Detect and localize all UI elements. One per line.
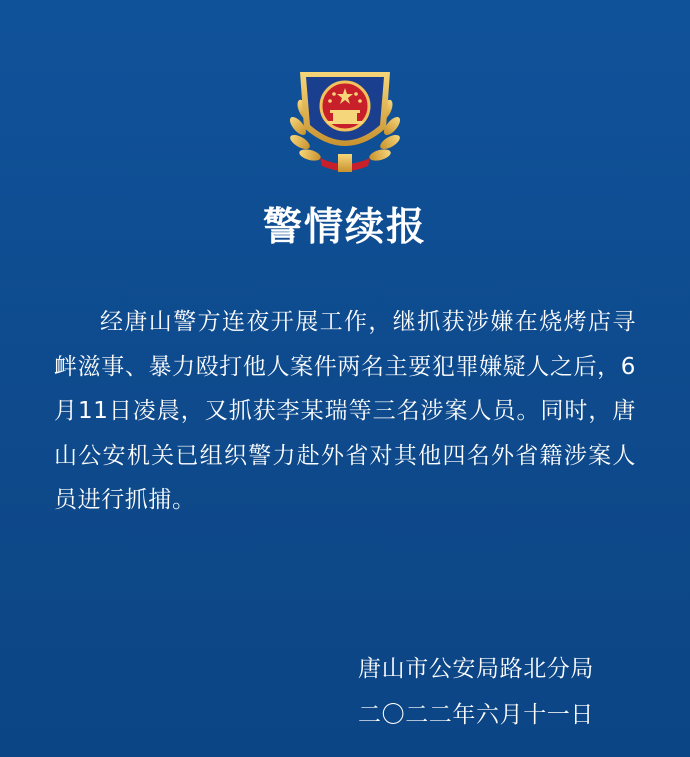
police-emblem-icon [282,58,408,178]
notice-title: 警情续报 [262,205,427,250]
issue-date: 二〇二二年六月十一日 [358,702,594,728]
issuer: 唐山市公安局路北分局 [358,656,594,682]
signature-block [358,646,594,738]
notice-body: 经唐山警方连夜开展工作，继抓获涉嫌在烧烤店寻衅滋事、暴力殴打他人案件两名主要犯罪嫌疑人之后，6月11日凌晨，又抓获李某瑞等三名涉案人员。同时，唐山公安机关已组织警力赴外省对其他四名外省籍涉案人员进行抓捕。 [54,309,636,513]
